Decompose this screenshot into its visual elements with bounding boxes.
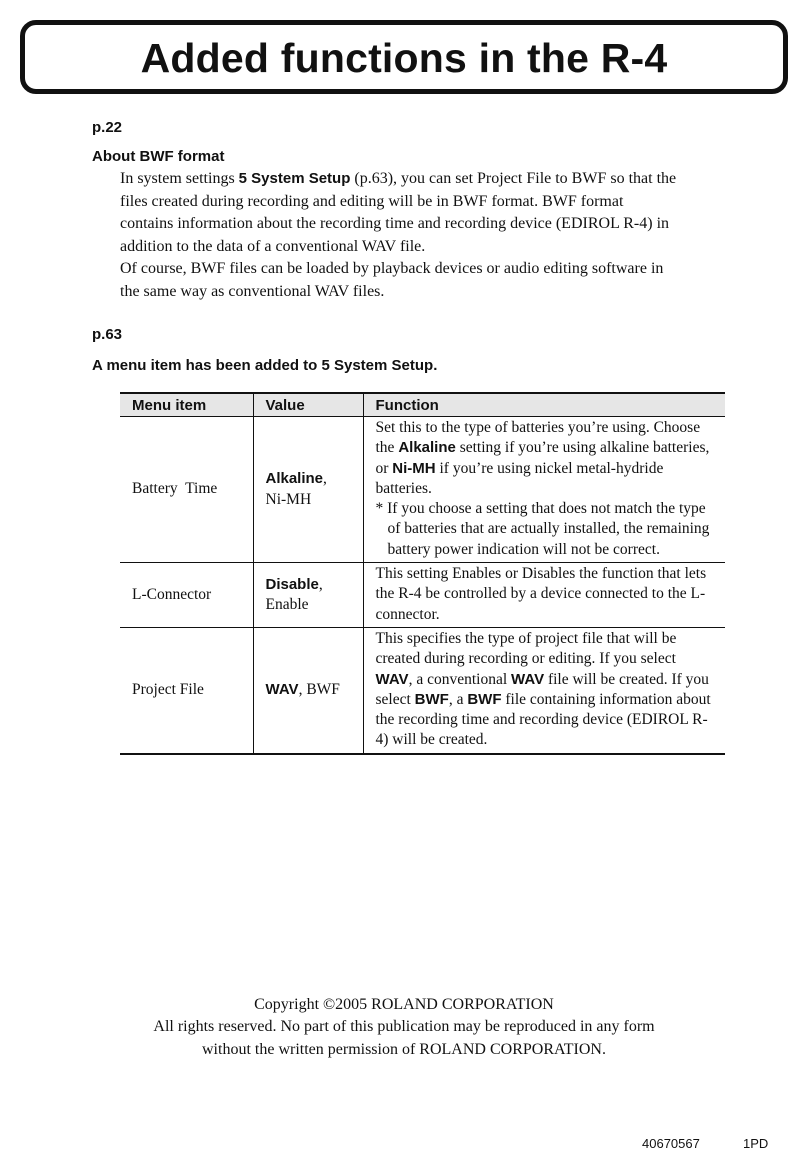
table-row [120,417,725,563]
copyright-line-1: Copyright ©2005 ROLAND CORPORATION [254,996,554,1013]
bwf-heading: About BWF format [92,148,225,165]
battery-note: * If you choose a setting that does not match the type of batteries that are actually installed, the remaining battery power indication will not be correct. [375,500,710,558]
row-battery-time-function: Set this to the type of batteries you’re using. Choose the Alkaline setting if you’re using alkaline batteries, or Ni-MH if you’re using nickel metal-hydride batteries. * If you choose a setting that does not match the type of batteries that are actually installed, the remaining battery power indication will not be correct. [363,417,725,563]
title-box [20,20,788,94]
header-value: Value [253,393,363,417]
copyright-line-2: All rights reserved. No part of this publication may be reproduced in any form [153,1018,655,1036]
table-row [120,627,725,753]
doc-number: 40670567 [642,1136,700,1151]
copyright-notice [0,994,808,1061]
header-function: Function [363,393,725,417]
row-battery-time-item: Battery Time [120,417,253,563]
page-ref-p22: p.22 [92,119,123,136]
row-l-connector-value: Disable, Enable [253,563,363,628]
page-title: Added functions in the R-4 [140,34,668,81]
row-project-file-function: This specifies the type of project file that will be created during recording or editing. If you select WAV, a conventional WAV file will be created. If you select BWF, a BWF file containing information about the recording time and recording device (EDIROL R-4) will be created. [363,627,725,753]
menu-items-table [120,392,725,755]
row-battery-time-value: Alkaline, Ni-MH [253,417,363,563]
row-l-connector-item: L-Connector [120,563,253,628]
bwf-paragraph-1: In system settings 5 System Setup (p.63), you can set Project File to BWF so that the files created during recording and editing will be in BWF format. BWF format contains information about the recording time and recording device (EDIROL R-4) in addition to the data of a conventional WAV file. [120,170,677,255]
table-row [120,563,725,628]
menu-heading: A menu item has been added to 5 System Setup. [92,357,438,374]
row-l-connector-function: This setting Enables or Disables the function that lets the R-4 be controlled by a device connected to the L-connector. [363,563,725,628]
bwf-body [120,168,680,304]
header-menu-item: Menu item [120,393,253,417]
page-ref-p63: p.63 [92,326,123,343]
row-project-file-item: Project File [120,627,253,753]
copyright-line-3: without the written permission of ROLAND CORPORATION. [202,1040,606,1058]
bwf-paragraph-2: Of course, BWF files can be loaded by playback devices or audio editing software in the same way as conventional WAV files. [120,260,664,300]
row-project-file-value: WAV, BWF [253,627,363,753]
print-code: 1PD [743,1136,769,1151]
table-header-row [120,393,725,417]
